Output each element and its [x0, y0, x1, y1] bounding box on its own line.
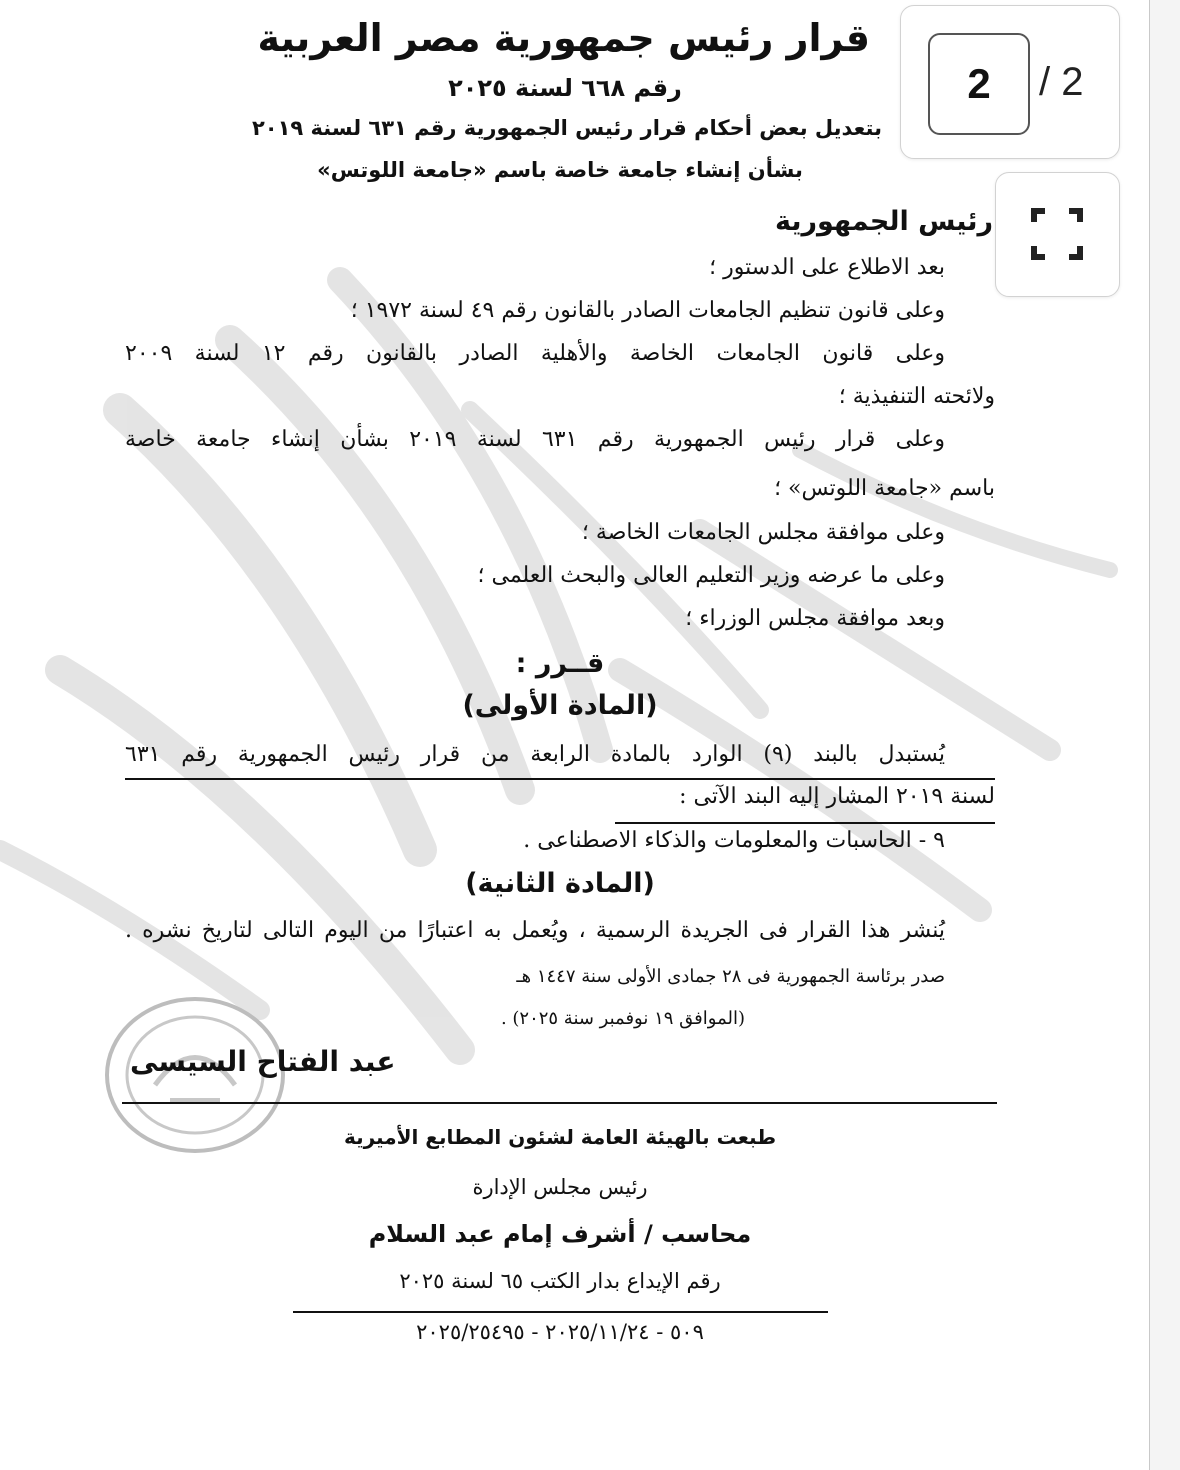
- preamble-line: وعلى قانون الجامعات الخاصة والأهلية الصادر بالقانون رقم ١٢ لسنة ٢٠٠٩: [125, 341, 945, 366]
- issued-line: صدر برئاسة الجمهورية فى ٢٨ جمادى الأولى سنة ١٤٤٧ هـ: [516, 966, 945, 987]
- decree-number: رقم ٦٦٨ لسنة ٢٠٢٥: [448, 74, 682, 102]
- addressee: رئيس الجمهورية: [774, 206, 993, 237]
- total-pages-label: / 2: [1039, 60, 1084, 104]
- footer-divider: [293, 1311, 828, 1313]
- print-code: ٥٠٩ - ٢٠٢٥/١١/٢٤ - ٢٠٢٥/٢٥٤٩٥: [416, 1320, 704, 1344]
- chairman-name: محاسب / أشرف إمام عبد السلام: [368, 1220, 752, 1248]
- footer-divider: [122, 1102, 997, 1104]
- decree-subject-line1: بتعديل بعض أحكام قرار رئيس الجمهورية رقم ٦٣١ لسنة ٢٠١٩: [251, 116, 882, 140]
- preamble-line: بعد الاطلاع على الدستور ؛: [709, 255, 945, 280]
- board-title: رئيس مجلس الإدارة: [472, 1175, 648, 1199]
- page-indicator: [900, 5, 1120, 159]
- decree-title: قرار رئيس جمهورية مصر العربية: [257, 16, 870, 60]
- preamble-line: ولائحته التنفيذية ؛: [838, 384, 995, 409]
- preamble-line: وعلى قرار رئيس الجمهورية رقم ٦٣١ لسنة ٢٠١٩ بشأن إنشاء جامعة خاصة: [125, 427, 945, 452]
- decree-subject-line2: بشأن إنشاء جامعة خاصة باسم «جامعة اللوتس»: [317, 158, 803, 182]
- article-1-title: (المادة الأولى): [462, 690, 658, 721]
- printer-line: طبعت بالهيئة العامة لشئون المطابع الأميرية: [343, 1125, 777, 1149]
- article-2-text: يُنشر هذا القرار فى الجريدة الرسمية ، ويُعمل به اعتبارًا من اليوم التالى لتاريخ نشره .: [125, 918, 945, 943]
- underline-rule: [125, 778, 995, 780]
- preamble-line: وعلى قانون تنظيم الجامعات الصادر بالقانون رقم ٤٩ لسنة ١٩٧٢ ؛: [350, 298, 945, 323]
- president-signature: عبد الفتاح السيسى: [130, 1045, 396, 1078]
- article-2-title: (المادة الثانية): [465, 868, 655, 899]
- fullscreen-button[interactable]: [995, 172, 1120, 297]
- scrollbar-track[interactable]: [1149, 0, 1180, 1470]
- underline-rule: [615, 822, 995, 824]
- decided-label: قــرر :: [515, 648, 605, 679]
- issued-line: (الموافق ١٩ نوفمبر سنة ٢٠٢٥) .: [500, 1008, 745, 1029]
- fullscreen-icon: [1031, 208, 1083, 260]
- preamble-line: وعلى ما عرضه وزير التعليم العالى والبحث العلمى ؛: [477, 563, 945, 588]
- current-page-input[interactable]: 2: [928, 33, 1030, 135]
- preamble-line: وبعد موافقة مجلس الوزراء ؛: [685, 606, 945, 631]
- preamble-line: باسم «جامعة اللوتس» ؛: [774, 476, 995, 501]
- preamble-line: وعلى موافقة مجلس الجامعات الخاصة ؛: [581, 520, 945, 545]
- article-1-text: يُستبدل بالبند (٩) الوارد بالمادة الرابعة من قرار رئيس الجمهورية رقم ٦٣١: [125, 742, 945, 767]
- article-1-text: لسنة ٢٠١٩ المشار إليه البند الآتى :: [679, 784, 995, 809]
- article-1-item: ٩ - الحاسبات والمعلومات والذكاء الاصطناعى .: [523, 828, 945, 853]
- deposit-number: رقم الإيداع بدار الكتب ٦٥ لسنة ٢٠٢٥: [399, 1269, 721, 1293]
